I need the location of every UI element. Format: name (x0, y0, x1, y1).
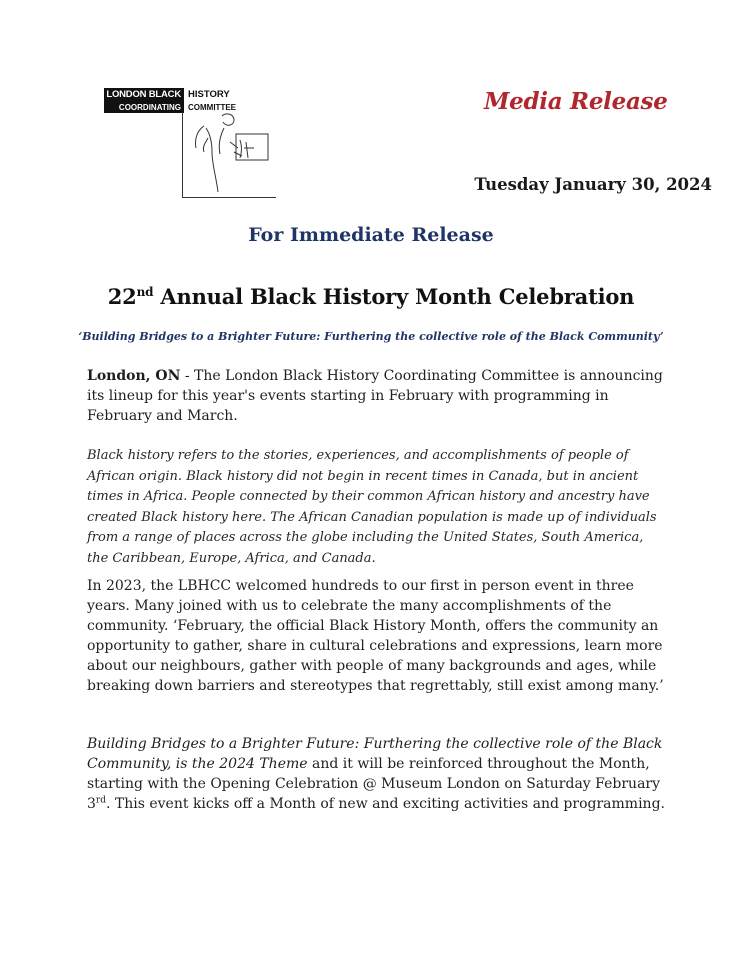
lbhcc-logo (100, 84, 280, 198)
for-immediate-release: For Immediate Release (248, 224, 494, 246)
headline-ordinal: nd (136, 285, 154, 299)
dateline: London, ON (87, 368, 181, 384)
logo-figure-drawing-icon (182, 112, 278, 198)
headline-number: 22 (107, 284, 137, 309)
release-date: Tuesday January 30, 2024 (474, 175, 712, 194)
logo-text-committee: COMMITTEE (188, 103, 236, 112)
paragraph-theme (87, 734, 667, 814)
logo-text-history: HISTORY (188, 89, 230, 100)
headline-text: Annual Black History Month Celebration (153, 284, 635, 309)
theme-text-2: . This event kicks off a Month of new and exciting activities and programming. (106, 796, 665, 812)
logo-text-london-black: LONDON BLACK (104, 88, 184, 102)
paragraph-intro (87, 366, 667, 426)
paragraph-black-history: Black history refers to the stories, experiences, and accomplishments of people of African origin. Black history did not begin in recent times in Canada, but in ancient times in Africa. People connected by their common African history and ancestry have created Black history here. The African Canadian population is made up of individuals from a range of places across the globe including the United States, South America, the Caribbean, Europe, Africa, and Canada. (87, 448, 657, 566)
theme-ordinal: rd (95, 795, 106, 806)
media-release-label: Media Release (484, 88, 668, 115)
paragraph-2023-recap: In 2023, the LBHCC welcomed hundreds to our first in person event in three years. Many joined with us to celebrate the many accomplishments of the community. ‘February, the official Black History Month, offers the community an opportunity to gather, share in cultural celebrations and expressions, learn more about our neighbours, gather with people of many backgrounds and ages, while breaking down barriers and stereotypes that regrettably, still exist among many.’ (87, 578, 664, 694)
theme-italic: Building Bridges to a Brighter Future: Furthering the collective role of the Black Community, is the 2024 Theme (87, 736, 663, 772)
intro-text: - The London Black History Coordinating Committee is announcing its lineup for this year's events starting in February with programming in February and March. (87, 368, 663, 424)
headline (0, 284, 742, 309)
logo-text-coordinating: COORDINATING (104, 102, 184, 113)
theme-subtitle: ‘Building Bridges to a Brighter Future: Furthering the collective role of the Black Community’ (78, 330, 664, 343)
theme-text-1: and it will be reinforced throughout the Month, starting with the Opening Celebration @ Museum London on Saturday February 3 (87, 756, 661, 812)
